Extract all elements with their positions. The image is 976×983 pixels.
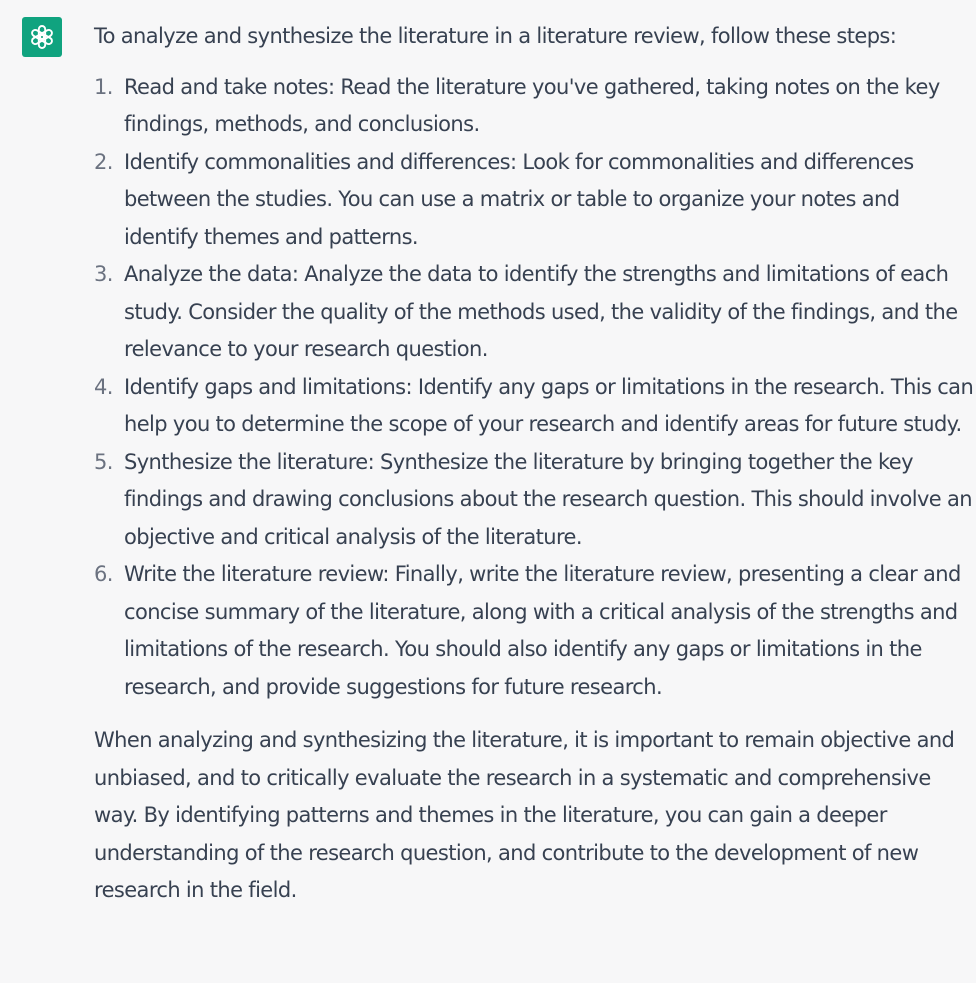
message-conclusion: When analyzing and synthesizing the literature, it is important to remain objective and unbiased, and to critically evaluate the research in a systematic and comprehensive way. By identifying patterns and themes in the literature, you can gain a deeper understanding of the research question, and contribute to the development of new research in the field. bbox=[94, 728, 955, 902]
step-number: 2. bbox=[94, 149, 113, 174]
step-text: Synthesize the literature: Synthesize the literature by bringing together the key findings and drawing conclusions about the research question. This should involve an objective and critical analysis of the literature. bbox=[124, 449, 972, 549]
list-item bbox=[94, 556, 976, 706]
list-item bbox=[94, 444, 976, 557]
list-item bbox=[94, 256, 976, 369]
step-text: Write the literature review: Finally, write the literature review, presenting a clear and concise summary of the literature, along with a critical analysis of the strengths and limitations of the research. You should also identify any gaps or limitations in the research, and provide suggestions for future research. bbox=[124, 562, 961, 699]
assistant-message bbox=[94, 18, 976, 910]
list-item bbox=[94, 144, 976, 257]
step-text: Read and take notes: Read the literature you've gathered, taking notes on the key findings, methods, and conclusions. bbox=[124, 74, 940, 136]
step-number: 6. bbox=[94, 562, 113, 586]
step-number: 1. bbox=[94, 74, 113, 99]
step-text: Analyze the data: Analyze the data to identify the strengths and limitations of each study. Consider the quality of the methods used, the validity of the findings, and the relevance to your research question. bbox=[124, 262, 958, 361]
list-item bbox=[94, 69, 976, 144]
assistant-avatar bbox=[22, 17, 62, 57]
step-text: Identify commonalities and differences: Look for commonalities and differences between the studies. You can use a matrix or table to organize your notes and identify themes and patterns. bbox=[124, 149, 914, 249]
openai-logo-icon bbox=[28, 23, 56, 51]
step-number: 3. bbox=[94, 262, 113, 286]
steps-list bbox=[94, 69, 976, 707]
list-item bbox=[94, 369, 976, 444]
step-number: 5. bbox=[94, 449, 113, 474]
message-intro: To analyze and synthesize the literature in a literature review, follow these steps: bbox=[94, 24, 897, 48]
step-text: Identify gaps and limitations: Identify any gaps or limitations in the research. This can help you to determine the scope of your research and identify areas for future study. bbox=[124, 374, 974, 436]
step-number: 4. bbox=[94, 374, 113, 399]
